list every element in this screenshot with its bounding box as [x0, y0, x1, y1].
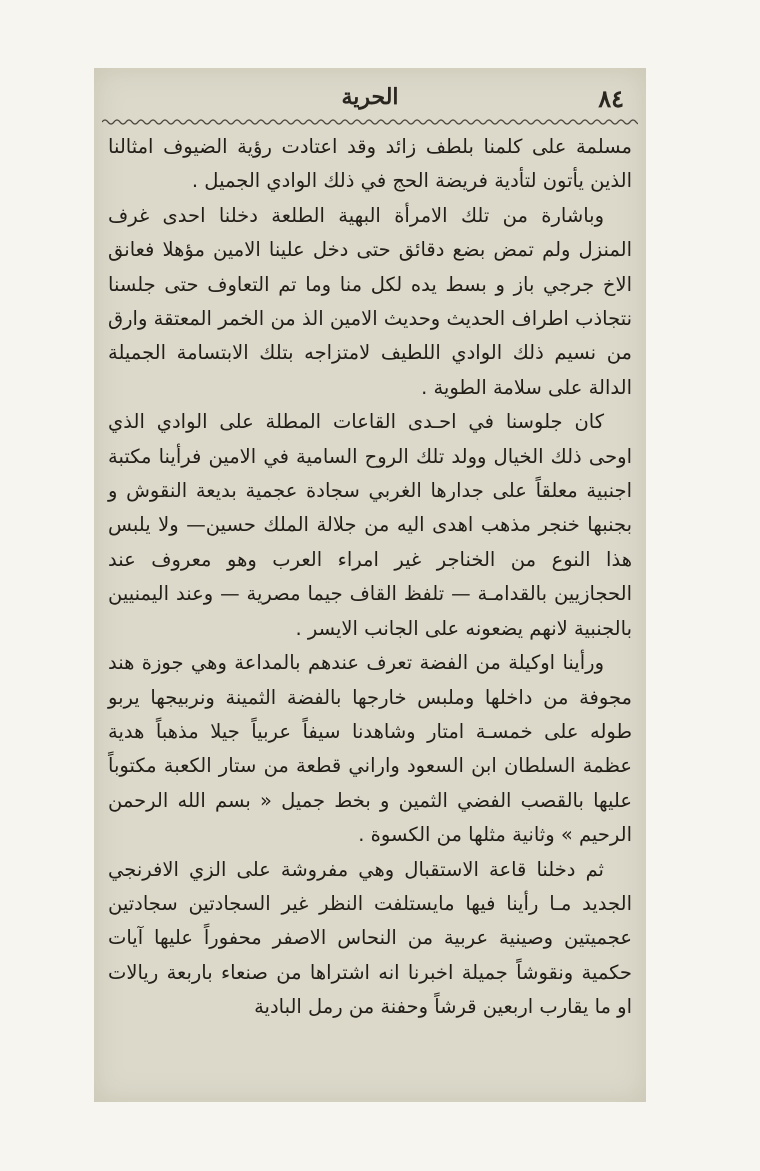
paragraph-4: ورأينا اوكيلة من الفضة تعرف عندهم بالمداعة وهي جوزة هند مجوفة من داخلها وملبس خارجها بالفضة الثمينة ونربيجها يربو طوله على خمسـة امتار وشاهدنا سيفاً عربياً جيلا مذهباً هدية عظمة السلطان ابن السعود واراني قطعة من ستار الكعبة مكتوباً عليها بالقصب الفضي الثمين و بخط جميل « بسم الله الرحمن الرحيم » وثانية مثلها من الكسوة .: [108, 651, 632, 847]
paragraph-5: ثم دخلنا قاعة الاستقبال وهي مفروشة على الزي الافرنجي الجديد مـا رأينا فيها مايستلفت النظر غير السجادتين سجادتين عجميتين وصينية عربية من النحاس الاصفر محفوراً عليها آيات حكمية ونقوشاً جميلة اخبرنا انه اشتراها من صنعاء باربعة ريالات او ما يقارب اربعين قرشاً وحفنة من رمل البادية: [108, 857, 632, 1019]
paragraph-1: مسلمة على كلمنا بلطف زائد وقد اعتادت رؤية الضيوف امثالنا الذين يأتون لتأدية فريضة الحج في ذلك الوادي الجميل .: [108, 135, 632, 193]
body-text: [108, 130, 632, 1025]
decorative-wavy-rule: [102, 118, 638, 126]
paragraph-3: كان جلوسنا في احـدى القاعات المطلة على الوادي الذي اوحى ذلك الخيال وولد تلك الروح السامية في الامين فرأينا مكتبة اجنبية معلقاً على جدارها الغربي سجادة عجمية بديعة النقوش و بجنبها خنجر مذهب اهدى اليه من جلالة الملك حسين— ولا يلبس هذا النوع من الخناجر غير امراء العرب وهو معروف عند الحجازيين بالقدامـة — تلفظ القاف جيما مصرية — وعند اليمنيين بالجنبية لانهم يضعونه على الجانب الايسر .: [108, 410, 632, 640]
page-header: [94, 82, 646, 122]
book-page: [94, 68, 646, 1102]
paragraph-2: وباشارة من تلك الامرأة البهية الطلعة دخلنا احدى غرف المنزل ولم تمض بضع دقائق حتى دخل علينا الامين مؤهلا فعانق الاخ جرجي باز و بسط يده لكل منا وما تم التعاوف حتى جلسنا نتجاذب اطراف الحديث وحديث الامين الذ من الخمر المعتقة وارق من نسيم ذلك الوادي اللطيف لامتزاجه بتلك الابتسامة الجميلة الدالة على سلامة الطوية .: [108, 203, 632, 399]
running-title: الحرية: [341, 84, 399, 110]
page-number: ٨٤: [598, 84, 624, 113]
